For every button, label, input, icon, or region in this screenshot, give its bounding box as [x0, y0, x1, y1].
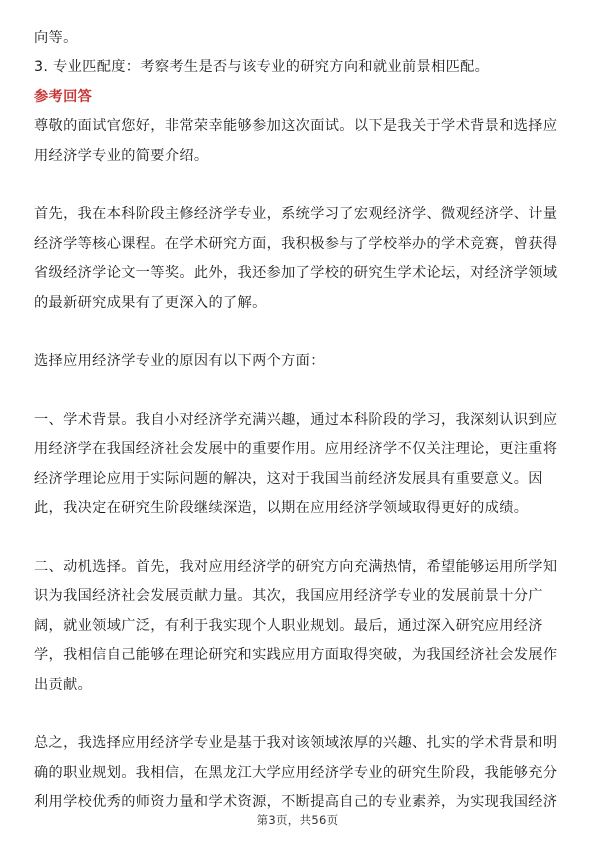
paragraph-line: 选择应用经济学专业的原因有以下两个方面： — [34, 353, 325, 370]
paragraph-line: 首先，我在本科阶段主修经济学专业，系统学习了宏观经济学、微观经济学、计量 — [34, 206, 558, 223]
paragraph-motivation — [34, 553, 564, 700]
paragraph-line: 确的职业规划。我相信，在黑龙江大学应用经济学专业的研究生阶段，我能够充分 — [34, 764, 558, 781]
paragraph-line: 用经济学在我国经济社会发展中的重要作用。应用经济学不仅关注理论，更注重将 — [34, 441, 558, 458]
paragraph-line: 总之，我选择应用经济学专业是基于我对该领域浓厚的兴趣、扎实的学术背景和明 — [34, 735, 558, 752]
paragraph-background — [34, 200, 564, 318]
paragraph-line: 出贡献。 — [34, 676, 93, 693]
paragraph-line: 二、动机选择。首先，我对应用经济学的研究方向充满热情，希望能够运用所学知 — [34, 559, 558, 576]
answer-heading: 参考回答 — [34, 88, 93, 105]
paragraph-spacer — [34, 524, 564, 553]
document-body — [34, 24, 564, 818]
paragraph-line: 尊敬的面试官您好，非常荣幸能够参加这次面试。以下是我关于学术背景和选择应 — [34, 118, 558, 135]
paragraph-line: 省级经济学论文一等奖。此外，我还参加了学校的研究生学术论坛，对经济学领域 — [34, 265, 558, 282]
paragraph-line: 阔，就业领域广泛，有利于我实现个人职业规划。最后，通过深入研究应用经济 — [34, 617, 543, 634]
paragraph-line: 此，我决定在研究生阶段继续深造，以期在应用经济学领域取得更好的成绩。 — [34, 500, 529, 517]
paragraph-spacer — [34, 377, 564, 406]
paragraph-greeting — [34, 112, 564, 171]
intro-line: 向等。 — [34, 30, 78, 46]
paragraph-line: 利用学校优秀的师资力量和学术资源，不断提高自己的专业素养，为实现我国经济 — [34, 794, 558, 811]
paragraph-spacer — [34, 171, 564, 200]
paragraph-line: 一、学术背景。我自小对经济学充满兴趣，通过本科阶段的学习，我深刻认识到应 — [34, 412, 558, 429]
paragraph-academic-background — [34, 406, 564, 524]
paragraph-spacer — [34, 318, 564, 347]
paragraph-line: 经济学等核心课程。在学术研究方面，我积极参与了学校举办的学术竞赛，曾获得 — [34, 235, 558, 252]
paragraph-reasons-intro — [34, 347, 564, 376]
page-number: 第3页，共56页 — [256, 813, 339, 827]
paragraph-line: 用经济学专业的简要介绍。 — [34, 147, 209, 164]
criterion-line: 3. 专业匹配度：考察考生是否与该专业的研究方向和就业前景相匹配。 — [34, 59, 490, 76]
paragraph-line: 的最新研究成果有了更深入的了解。 — [34, 294, 267, 311]
paragraph-line: 学，我相信自己能够在理论研究和实践应用方面取得突破，为我国经济社会发展作 — [34, 647, 558, 664]
paragraph-conclusion — [34, 729, 564, 817]
paragraph-spacer — [34, 700, 564, 729]
paragraph-line: 识为我国经济社会发展贡献力量。其次，我国应用经济学专业的发展前景十分广 — [34, 588, 543, 605]
paragraph-line: 经济学理论应用于实际问题的解决，这对于我国当前经济发展具有重要意义。因 — [34, 470, 543, 487]
